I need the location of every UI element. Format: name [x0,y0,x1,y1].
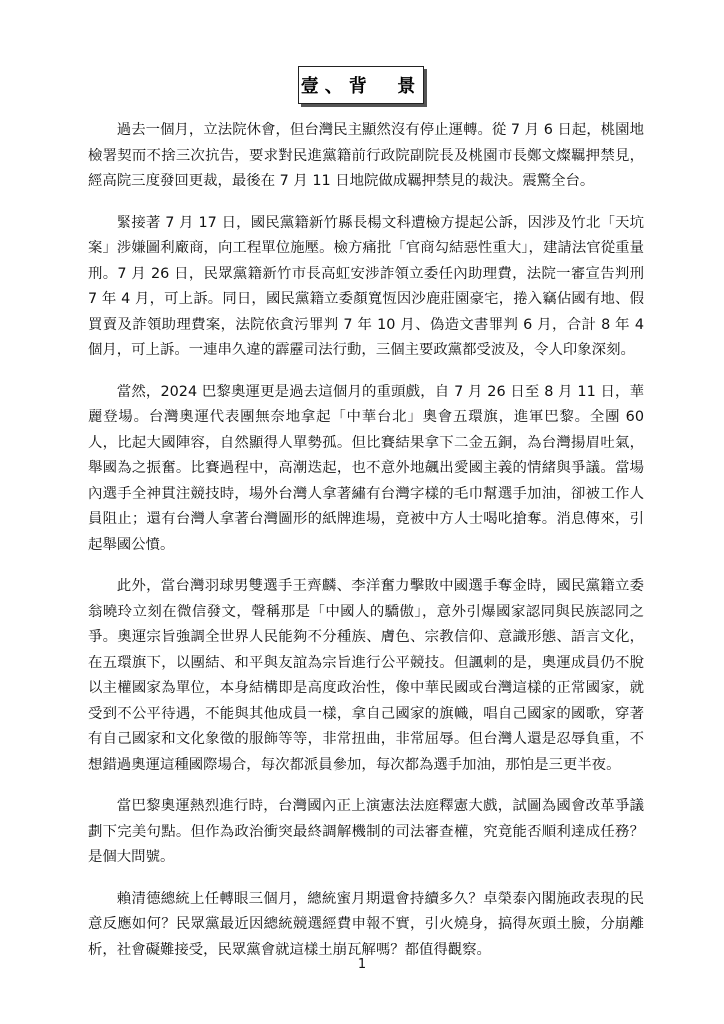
paragraph-president-honeymoon: 賴清德總統上任轉眼三個月，總統蜜月期還會持續多久？卓榮泰內閣施政表現的民意反應如何？民眾黨最近因總統競選經費申報不實，引火燒身，搞得灰頭土臉，分崩離析，社會礙難接受，民眾黨會就這樣土崩瓦解嗎？都值得觀察。 [88,890,644,958]
page-number: 1 [357,957,367,972]
paragraph-olympic-identity: 此外，當台灣羽球男雙選手王齊麟、李洋奮力擊敗中國選手奪金時，國民黨籍立委翁曉玲立刻在微信發文，聲稱那是「中國人的驕傲」，意外引爆國家認同與民族認同之爭。奧運宗旨強調全世界人民能夠不分種族、膚色、宗教信仰、意識形態、語言文化，在五環旗下，以團結、和平與友誼為宗旨進行公平競技。但諷刺的是，奧運成員仍不脫以主權國家為單位，本身結構即是高度政治性，像中華民國或台灣這樣的正常國家，就受到不公平待遇，不能與其他成員一樣，拿自己國家的旗幟，唱自己國家的國歌，穿著有自己國家和文化象徵的服飾等等，非常扭曲，非常屈辱。但台灣人還是忍辱負重，不想錯過奧運這種國際場合，每次都派員參加，每次都為選手加油，那怕是三更半夜。 [88,578,644,773]
paragraph-constitutional-court: 當巴黎奧運熱烈進行時，台灣國內正上演憲法法庭釋憲大戲，試圖為國會改革爭議劃下完美句點。但作為政治衝突最終調解機制的司法審查權，究竟能否順利達成任務？是個大問號。 [88,798,644,865]
paragraph-judicial-actions: 緊接著 7 月 17 日，國民黨籍新竹縣長楊文科遭檢方提起公訴，因涉及竹北「天坑案」涉嫌圖利廠商，向工程單位施壓。檢方痛批「官商勾結惡性重大」，建請法官從重量刑。7 月 26 日，民眾黨籍新竹市長高虹安涉詐領立委任內助理費，法院一審宣告判刑 7 年 4 月，可上訴。同日，國民黨籍立委顏寬恆因沙鹿莊園豪宅，捲入竊佔國有地、假買賣及詐領助理費案，法院依貪污罪判 7 年 10 月、偽造文書罪判 6 月，合計 8 年 4 個月，可上訴。一連串久違的霹靂司法行動，三個主要政黨都受波及，令人印象深刻。 [88,214,644,358]
paragraph-background-intro: 過去一個月，立法院休會，但台灣民主顯然沒有停止運轉。從 7 月 6 日起，桃園地檢署契而不捨三次抗告，要求對民進黨籍前行政院副院長及桃園市長鄭文燦羈押禁見，經高院三度發回更裁，最後在 7 月 11 日地院做成羈押禁見的裁決。震驚全台。 [88,122,644,189]
paragraph-paris-olympics: 當然，2024 巴黎奧運更是過去這個月的重頭戲，自 7 月 26 日至 8 月 11 日，華麗登場。台灣奧運代表團無奈地拿起「中華台北」奧會五環旗，進軍巴黎。全團 60 人，比起大國陣容，自然顯得人單勢孤。但比賽結果拿下二金五銅，為台灣揚眉吐氣，舉國為之振奮。比賽過程中，高潮迭起，也不意外地飆出愛國主義的情緒與爭議。當場內選手全神貫注競技時，場外台灣人拿著繡有台灣字樣的毛巾幫選手加油，卻被工作人員阻止；還有台灣人拿著台灣圖形的紙牌進場，竟被中方人士喝叱搶奪。消息傳來，引起舉國公憤。 [88,383,644,553]
document-body [88,118,644,979]
section-title-box [298,66,424,104]
section-title: 壹、背 景 [300,76,422,97]
